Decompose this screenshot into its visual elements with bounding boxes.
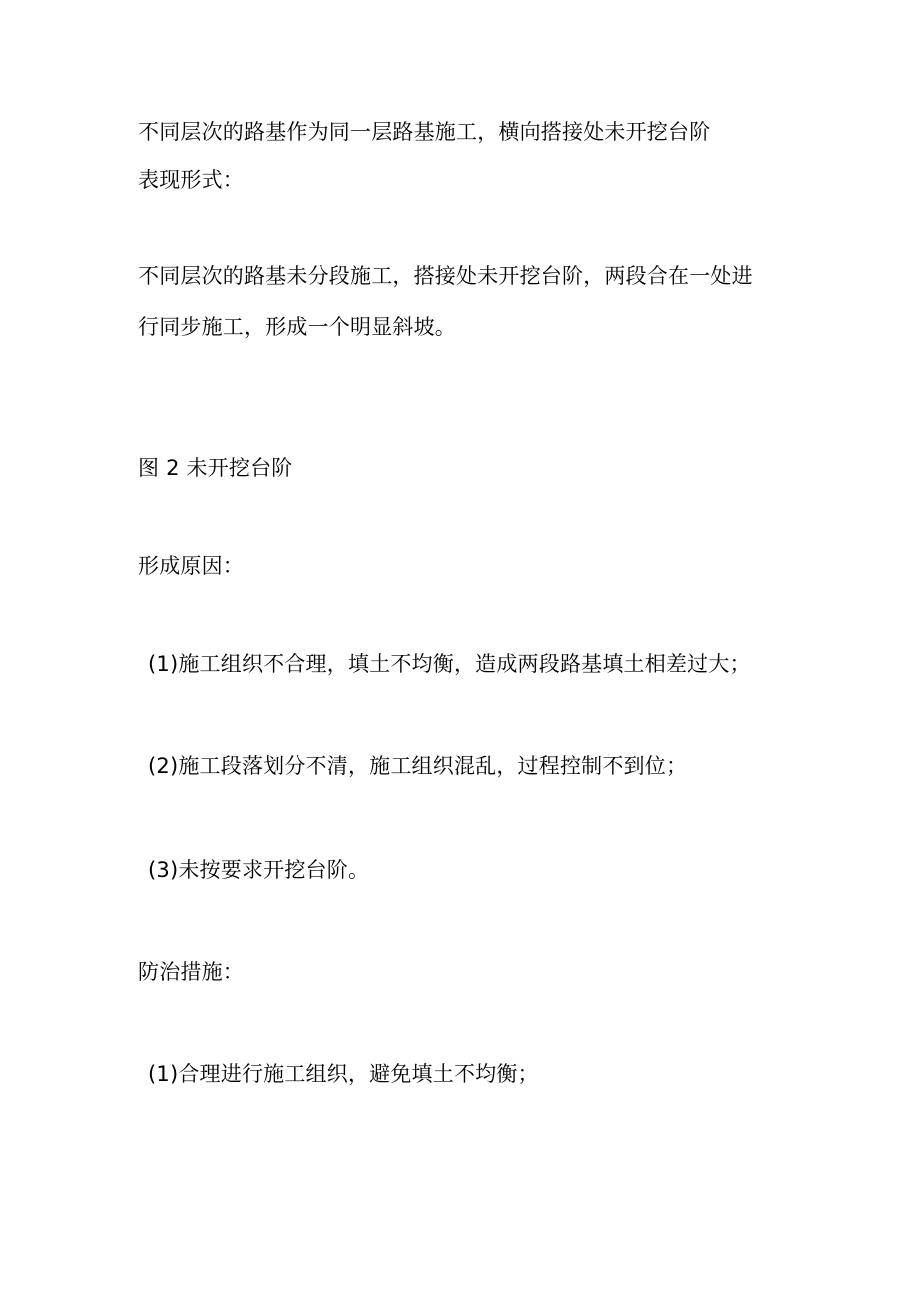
manifestation-label: 表现形式：: [138, 168, 244, 192]
cause-heading: 形成原因：: [138, 554, 244, 578]
prevention-heading: 防治措施：: [138, 960, 244, 984]
cause-item-2: (2)施工段落划分不清，施工组织混乱，过程控制不到位；: [148, 754, 688, 778]
cause-item-1: (1)施工组织不合理，填土不均衡，造成两段路基填土相差过大；: [148, 652, 751, 676]
section-heading-line: 不同层次的路基作为同一层路基施工，横向搭接处未开挖台阶: [138, 120, 711, 144]
figure-caption: 图 2 未开挖台阶: [138, 456, 293, 480]
cause-item-3: (3)未按要求开挖台阶。: [148, 858, 370, 882]
paragraph-line-2: 行同步施工，形成一个明显斜坡。: [138, 315, 456, 339]
paragraph-line-1: 不同层次的路基未分段施工，搭接处未开挖台阶，两段合在一处进: [138, 264, 753, 288]
prevention-item-1: (1)合理进行施工组织，避免填土不均衡；: [148, 1062, 539, 1086]
